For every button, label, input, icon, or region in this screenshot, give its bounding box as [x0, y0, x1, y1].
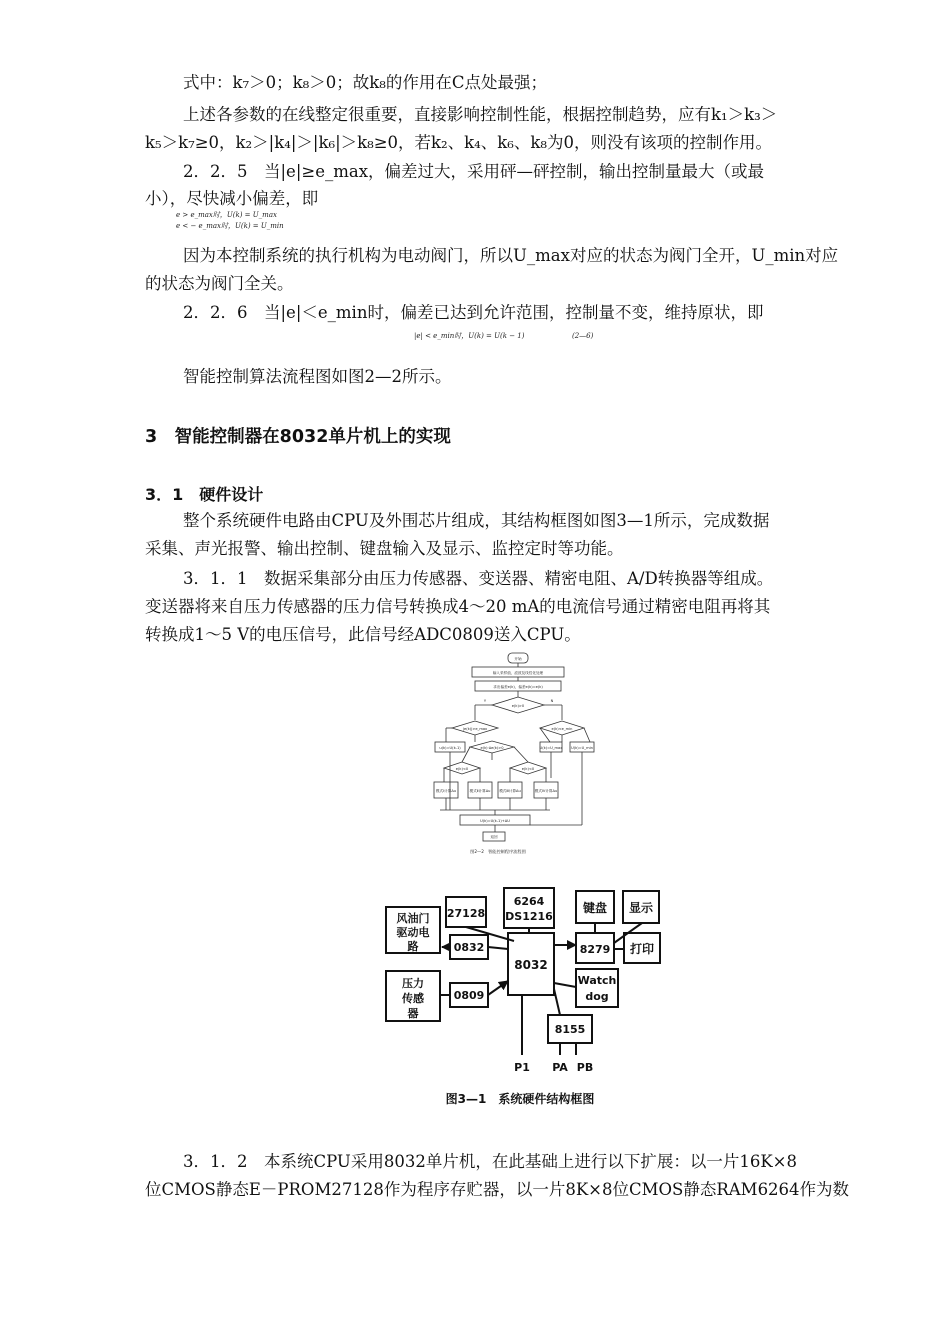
block-cpu: 8032 — [514, 958, 548, 972]
hardware-block-diagram — [380, 885, 670, 1115]
block-valve-driver: 风油门 — [396, 912, 430, 925]
paragraph-line: 转换成1～5 V的电压信号，此信号经ADC0809送入CPU。 — [145, 625, 581, 644]
figure-caption: 图2—2 智能控制程序流程图 — [470, 849, 526, 854]
block-display: 显示 — [628, 901, 654, 915]
flow-decision: e(k)<0 — [455, 767, 469, 771]
block-dac: 0832 — [453, 941, 485, 954]
flow-step: U(k)=U(k-1)+ΔU — [480, 819, 510, 823]
flow-step: 模式Ⅳ计算Δu — [534, 789, 558, 793]
paragraph-line: 位CMOS静态E－PROM27128作为程序存贮器，以一片8K×8位CMOS静态RAM6264作为数 — [145, 1180, 850, 1199]
flow-decision: e(k)·Δe(k)>0 — [480, 746, 504, 750]
flow-step: 模式Ⅲ计算Δu — [499, 789, 521, 793]
port-label: P1 — [514, 1061, 530, 1074]
block-ram: DS1216 — [505, 910, 553, 923]
paragraph-line: 因为本控制系统的执行机构为电动阀门，所以U_max对应的状态为阀门全开，U_min对应 — [183, 246, 839, 265]
block-io: 8155 — [554, 1023, 586, 1036]
port-label: PA — [552, 1061, 568, 1074]
block-printer: 打印 — [629, 942, 655, 956]
flow-decision: e(k)<0 — [521, 767, 535, 771]
block-pressure-sensor: 传感 — [402, 992, 424, 1005]
formula-line: e > e_max时，U(k) = U_max — [176, 211, 277, 219]
block-pressure-sensor: 压力 — [402, 977, 424, 990]
block-valve-driver: 路 — [407, 940, 419, 953]
block-eprom: 27128 — [446, 907, 486, 920]
flowchart-figure — [430, 650, 620, 865]
paragraph-line: 变送器将来自压力传感器的压力信号转换成4～20 mA的电流信号通过精密电阻再将其 — [145, 597, 771, 616]
block-adc: 0809 — [453, 989, 485, 1002]
paragraph-line: 上述各参数的在线整定很重要，直接影响控制性能，根据控制趋势，应有k₁＞k₃＞ — [183, 105, 778, 124]
formula-line: e < − e_max时，U(k) = U_min — [176, 222, 284, 230]
block-ram: 6264 — [513, 895, 545, 908]
block-keyboard: 键盘 — [582, 901, 608, 915]
subsection-heading: 3．1 硬件设计 — [145, 485, 264, 504]
flow-step: 求出偏差e(k)，偏差e(k)=e(k) — [493, 685, 543, 689]
figure-caption: 图3—1 系统硬件结构框图 — [445, 1092, 595, 1106]
paragraph-line: 小），尽快减小偏差，即 — [145, 189, 319, 208]
flow-decision: e(k)>0 — [511, 704, 525, 708]
flow-step: U(k)=U_max — [539, 746, 563, 750]
flow-decision: |e(k)|>e_max — [462, 727, 488, 731]
formula-number: (2—6) — [572, 332, 594, 340]
paragraph-line: 智能控制算法流程图如图2—2所示。 — [183, 367, 452, 386]
paragraph-line: 采集、声光报警、输出控制、键盘输入及显示、监控定时等功能。 — [145, 539, 624, 558]
block-watchdog: Watch — [577, 974, 617, 987]
port-label: PB — [576, 1061, 594, 1074]
paragraph-line: 的状态为阀门全关。 — [145, 274, 294, 293]
block-pressure-sensor: 器 — [407, 1007, 419, 1020]
block-watchdog: dog — [585, 990, 609, 1003]
flow-decision: e(k)<e_min — [551, 727, 573, 731]
paragraph-line: 3．1．1 数据采集部分由压力传感器、变送器、精密电阻、A/D转换器等组成。 — [183, 569, 774, 588]
block-valve-driver: 驱动电 — [396, 926, 430, 939]
paragraph-line: 2．2．6 当|e|＜e_min时，偏差已达到允许范围，控制量不变，维持原状，即 — [183, 303, 764, 322]
paragraph-line: 式中：k₇＞0；k₈＞0；故k₈的作用在C点处最强； — [183, 73, 547, 92]
paragraph-line: 整个系统硬件电路由CPU及外围芯片组成，其结构框图如图3—1所示，完成数据 — [183, 511, 770, 530]
flow-end: 返回 — [490, 835, 498, 839]
paragraph-line: 3．1．2 本系统CPU采用8032单片机，在此基础上进行以下扩展：以一片16K×8 — [183, 1152, 797, 1171]
flow-start: 开始 — [514, 657, 522, 661]
flow-step: 模式Ⅰ计算Δu — [435, 789, 457, 793]
paragraph-line: k₅＞k₇≥0，k₂＞|k₄|＞|k₆|＞k₈≥0，若k₂、k₄、k₆、k₈为0，则没有该项的控制作用。 — [145, 133, 773, 152]
flow-no: N — [550, 699, 554, 703]
flow-step: 输入采样值，滤波及线性化处理 — [492, 671, 544, 675]
flow-yes: Y — [483, 699, 487, 703]
section-heading: 3 智能控制器在8032单片机上的实现 — [145, 427, 451, 447]
flow-step: U(k)=U_min — [571, 746, 593, 750]
paragraph-line: 2．2．5 当|e|≥e_max，偏差过大，采用砰—砰控制，输出控制量最大（或最 — [183, 162, 765, 181]
flow-step: 模式Ⅱ计算Δu — [469, 789, 491, 793]
formula-line: |e| < e_min时，U(k) = U(k − 1) — [414, 332, 525, 340]
block-keyboard-controller: 8279 — [579, 943, 611, 956]
flow-step: u(k)=U(k-1) — [439, 746, 461, 750]
